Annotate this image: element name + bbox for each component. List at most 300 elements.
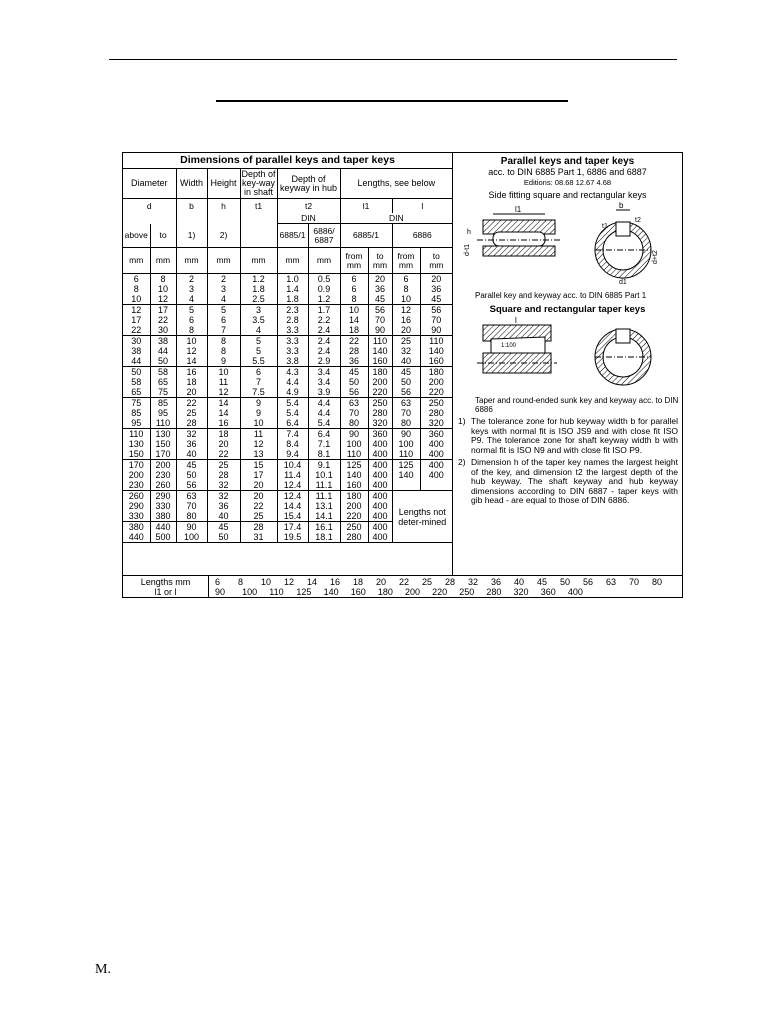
table-cell [277, 367, 308, 398]
length-value: 200 [404, 587, 421, 597]
lengths-values-1 [215, 577, 675, 587]
cell-value: 85 [157, 398, 168, 408]
cell-value: 125 [398, 460, 414, 470]
cell-value: 6 [403, 274, 409, 284]
cell-value: 13 [253, 449, 264, 459]
sub-t1-blank [240, 224, 277, 248]
table-cell [368, 460, 392, 491]
cell-value: 95 [131, 418, 142, 428]
table-cell [420, 429, 452, 460]
cell-value: 8 [133, 284, 139, 294]
cell-value: 36 [348, 356, 359, 366]
table-body [123, 274, 452, 543]
cell-value: 8.1 [317, 449, 331, 459]
sub-to [368, 248, 392, 274]
header-lengths: Lengths, see below [340, 169, 452, 199]
cell-value: 5.4 [286, 398, 299, 408]
cell-value: 4 [220, 294, 226, 304]
cell-value: 11.1 [315, 491, 333, 501]
cell-value: 36 [218, 501, 229, 511]
cell-value: 7.1 [317, 439, 331, 449]
sub-to [420, 248, 452, 274]
cell-value [421, 480, 453, 490]
cell-value: 6 [188, 315, 194, 325]
cell-value: 400 [372, 491, 388, 501]
cell-value: 18.1 [315, 532, 333, 542]
cell-value: 400 [372, 470, 388, 480]
length-value: 40 [514, 577, 525, 587]
table-cell [207, 429, 240, 460]
top-rule [109, 59, 677, 60]
footnote-1-number: 1) [458, 416, 466, 426]
cell-value: 330 [128, 511, 144, 521]
cell-value: 2.9 [317, 356, 331, 366]
cell-value: 400 [372, 522, 388, 532]
table-cell [176, 398, 207, 429]
dimensions-table-panel [123, 153, 453, 575]
lengths-label [123, 576, 209, 598]
table-row [123, 274, 452, 305]
cell-value: 40 [218, 511, 229, 521]
table-row [123, 398, 452, 429]
footnote-1 [453, 417, 682, 455]
cell-value: 10 [218, 367, 229, 377]
cell-value: 5.4 [286, 408, 299, 418]
cell-value: 2.2 [317, 315, 331, 325]
table-cell [240, 491, 277, 522]
table-cell [277, 522, 308, 543]
sub-din-6886-6887: 6886/ 6887 [308, 224, 340, 248]
symbol-l: l [392, 199, 452, 213]
cell-value: 230 [128, 480, 144, 490]
cell-value: 56 [400, 387, 411, 397]
length-value: 22 [399, 577, 410, 587]
table-cell [420, 367, 452, 398]
cell-value: 3 [220, 284, 226, 294]
table-cell [308, 429, 340, 460]
cell-value: 1.8 [286, 294, 299, 304]
table-title: Dimensions of parallel keys and taper keys [123, 153, 452, 169]
cell-value: 14 [218, 398, 229, 408]
unit: mm [308, 248, 340, 274]
table-cell [207, 305, 240, 336]
cell-value: 0.5 [317, 274, 331, 284]
cell-value: 150 [155, 439, 171, 449]
dim-b: b [619, 201, 624, 210]
table-cell [150, 367, 176, 398]
table-cell [176, 460, 207, 491]
cell-value: 400 [372, 449, 388, 459]
table-cell [277, 305, 308, 336]
cell-value: 170 [155, 449, 171, 459]
cell-value: 200 [346, 501, 362, 511]
footnote-2-text: Dimension h of the taper key names the largest height of the key, and dimension t2 the largest depth of the hub keyway. The shaft keyway and hub keyway dimensions according to DIN 6887 - taper keys with gib head - are equal to those of DIN 6886. [471, 457, 678, 505]
cell-value: 110 [129, 429, 144, 439]
cell-value: 12 [186, 346, 197, 356]
table-cell [176, 429, 207, 460]
cell-value: 330 [155, 501, 171, 511]
cell-value: 12.4 [283, 480, 302, 490]
table-cell [308, 491, 340, 522]
length-value: 360 [540, 587, 556, 597]
cell-value: 440 [155, 522, 171, 532]
cell-value: 30 [131, 336, 142, 346]
cell-value: 75 [131, 398, 142, 408]
table-row [123, 460, 452, 491]
table-cell [207, 274, 240, 305]
cell-value: 7.5 [252, 387, 265, 397]
cell-value: 90 [431, 325, 442, 335]
cell-value: 110 [372, 336, 388, 346]
table-cell [207, 336, 240, 367]
cell-value: 16 [186, 367, 197, 377]
cell-value: 200 [128, 470, 144, 480]
cell-value: 63 [186, 491, 197, 501]
symbol-l1: l1 [340, 199, 392, 213]
footnote-2-ref: 2) [207, 224, 240, 248]
sub-l-din-6886: 6886 [392, 224, 452, 248]
cell-value: 8 [403, 284, 409, 294]
table-cell [150, 460, 176, 491]
cell-value: 400 [428, 449, 444, 459]
cell-value: 5 [188, 305, 194, 315]
cell-value: 6 [220, 315, 226, 325]
table-row [123, 367, 452, 398]
length-value: 320 [513, 587, 529, 597]
symbol-t2: t2 [277, 199, 340, 213]
cell-value: 12 [253, 439, 264, 449]
lengths-label-symbol: l1 or l [154, 587, 177, 597]
from-label: from [397, 251, 415, 261]
cell-value: 160 [346, 480, 362, 490]
table-cell [240, 305, 277, 336]
cell-value: 110 [155, 418, 171, 428]
length-value: 6 [215, 577, 221, 587]
cell-value: 8 [220, 336, 226, 346]
length-value: 28 [445, 577, 456, 587]
din-label-hub: DIN [277, 213, 340, 224]
table-cell [368, 429, 392, 460]
cell-value: 1.2 [317, 294, 331, 304]
cell-value: 7 [255, 377, 261, 387]
table-cell [340, 336, 368, 367]
cell-value: 7.4 [286, 429, 299, 439]
cell-value: 5 [220, 305, 226, 315]
length-value: 160 [350, 587, 366, 597]
cell-value: 20 [374, 274, 385, 284]
cell-value: 40 [186, 449, 197, 459]
cell-value: 280 [372, 408, 388, 418]
cell-value: 45 [218, 522, 229, 532]
table-cell [240, 460, 277, 491]
cell-value: 4.3 [286, 367, 299, 377]
unit: mm [240, 248, 277, 274]
cell-value: 1.0 [286, 274, 299, 284]
cell-value: 85 [131, 408, 142, 418]
unit: mm [123, 248, 150, 274]
cell-value: 17 [131, 315, 142, 325]
table-cell [150, 522, 176, 543]
unit: mm [398, 259, 414, 270]
length-value: 25 [422, 577, 433, 587]
table-cell [176, 336, 207, 367]
table-cell [420, 460, 452, 491]
cell-value: 140 [428, 346, 444, 356]
length-value: 56 [583, 577, 594, 587]
cell-value: 28 [186, 418, 197, 428]
cell-value: 63 [348, 398, 359, 408]
cell-value: 150 [128, 449, 144, 459]
cell-value: 8 [160, 274, 166, 284]
table-cell [308, 398, 340, 429]
length-value: 32 [468, 577, 479, 587]
cell-value: 400 [428, 470, 444, 480]
cell-value: 7 [220, 325, 226, 335]
cell-value: 80 [186, 511, 197, 521]
unit: mm [176, 248, 207, 274]
cell-value: 18 [348, 325, 359, 335]
cell-value: 32 [218, 491, 229, 501]
cell-value: 6.4 [286, 418, 299, 428]
dim-d-t2: d+t2 [652, 250, 659, 264]
table-cell [240, 429, 277, 460]
table-cell [123, 398, 150, 429]
length-value: 125 [296, 587, 312, 597]
length-value: 10 [261, 577, 272, 587]
cell-value: 22 [348, 336, 359, 346]
cell-value: 50 [131, 367, 142, 377]
length-value: 140 [323, 587, 339, 597]
cell-value: 1.4 [286, 284, 299, 294]
unit: mm [207, 248, 240, 274]
table-cell [240, 522, 277, 543]
cell-value: 11.4 [284, 470, 301, 480]
table-cell [176, 367, 207, 398]
cell-value: 16.1 [315, 522, 333, 532]
editions: Editions: 08.68 12.67 4.68 [523, 178, 612, 187]
cell-value: 50 [157, 356, 168, 366]
cell-value: 14.1 [315, 511, 333, 521]
cell-value: 220 [346, 511, 362, 521]
unit: mm [429, 259, 444, 270]
table-cell [340, 460, 368, 491]
table-cell [308, 305, 340, 336]
length-value: 16 [330, 577, 341, 587]
cell-value: 14 [218, 408, 229, 418]
table-cell [123, 274, 150, 305]
cell-value: 360 [428, 429, 444, 439]
cell-value: 180 [372, 367, 388, 377]
table-cell [340, 367, 368, 398]
cell-value: 22 [253, 501, 264, 511]
table-cell [308, 367, 340, 398]
slope-label: 1:100 [501, 343, 517, 349]
cell-value: 5.4 [317, 418, 331, 428]
table-cell [123, 367, 150, 398]
length-value: 280 [486, 587, 502, 597]
table-cell [176, 274, 207, 305]
cell-value: 45 [374, 294, 385, 304]
length-value: 50 [560, 577, 571, 587]
cell-value: 8 [220, 346, 226, 356]
cell-value: 70 [374, 315, 385, 325]
sub-din-6885-1: 6885/1 [277, 224, 308, 248]
symbol-d-spacer [123, 213, 176, 224]
cell-value: 3.8 [286, 356, 299, 366]
cell-value: 28 [348, 346, 359, 356]
cell-value: 290 [128, 501, 144, 511]
table-cell [277, 398, 308, 429]
cell-value: 320 [372, 418, 388, 428]
title-rule [216, 100, 568, 102]
cell-value: 6 [351, 274, 357, 284]
cell-value: 130 [155, 429, 171, 439]
cell-value: 12.4 [283, 491, 302, 501]
cell-value: 6.4 [317, 429, 331, 439]
unit: mm [150, 248, 176, 274]
cell-value: 160 [372, 356, 388, 366]
to-label: to [432, 251, 440, 261]
cell-value: 15 [253, 460, 264, 470]
cell-value: 130 [128, 439, 144, 449]
table-cell [123, 522, 150, 543]
from-label: from [345, 251, 363, 261]
parallel-key-diagram [453, 200, 682, 286]
cell-value: 230 [155, 470, 171, 480]
cell-value: 320 [428, 418, 444, 428]
cell-value: 10.1 [315, 470, 333, 480]
dim-t2: t2 [635, 217, 641, 224]
cell-value: 20 [218, 439, 229, 449]
table-cell [207, 398, 240, 429]
din-label-lengths: DIN [340, 213, 452, 224]
cell-value: 56 [431, 305, 442, 315]
cell-value: 70 [431, 315, 442, 325]
cell-value: 3 [255, 305, 261, 315]
table-cell [150, 398, 176, 429]
cell-value: 260 [155, 480, 171, 490]
table-cell [123, 305, 150, 336]
sub-from [340, 248, 368, 274]
cell-value: 50 [348, 377, 359, 387]
symbol-d: d [123, 199, 176, 213]
cell-value: 75 [157, 387, 168, 397]
lengths-row [123, 575, 682, 598]
cell-value: 36 [186, 439, 197, 449]
table-cell [207, 367, 240, 398]
cell-value: 2 [188, 274, 194, 284]
cell-value: 10 [186, 336, 197, 346]
cell-value: 100 [346, 439, 362, 449]
cell-value: 2.5 [252, 294, 265, 304]
table-cell [176, 522, 207, 543]
cell-value: 170 [128, 460, 144, 470]
cell-value: 3.3 [286, 346, 299, 356]
cell-value: 28 [253, 522, 264, 532]
heading-side-fitting: Side fitting square and rectangular keys [488, 190, 647, 200]
cell-value: 500 [155, 532, 171, 542]
table-cell [340, 429, 368, 460]
sub-l1-din-6885-1: 6885/1 [340, 224, 392, 248]
cell-value: 50 [218, 532, 229, 542]
table-cell [150, 305, 176, 336]
cell-value: 11 [253, 429, 264, 439]
cell-value: 16 [218, 418, 229, 428]
cell-value: 2.4 [317, 325, 331, 335]
cell-value: 14.4 [283, 501, 302, 511]
length-value: 45 [537, 577, 548, 587]
cell-value: 200 [155, 460, 171, 470]
cell-value: 12 [157, 294, 168, 304]
table-cell [123, 491, 150, 522]
table-cell [392, 274, 420, 305]
dim-d1: d1 [619, 279, 627, 286]
cell-value: 36 [374, 284, 385, 294]
length-value: 180 [377, 587, 393, 597]
cell-value: 400 [372, 480, 388, 490]
cell-value: 45 [348, 367, 359, 377]
length-value: 12 [284, 577, 295, 587]
footnote-2-number: 2) [458, 457, 466, 467]
cell-value: 32 [186, 429, 197, 439]
footer-initial: M. [95, 962, 111, 977]
length-value: 100 [242, 587, 258, 597]
cell-value: 12 [131, 305, 142, 315]
cell-value: 38 [131, 346, 142, 356]
cell-value: 10 [400, 294, 411, 304]
cell-value: 50 [186, 470, 197, 480]
cell-value: 200 [372, 377, 388, 387]
table-cell [368, 336, 392, 367]
cell-value: 20 [431, 274, 442, 284]
length-value: 8 [238, 577, 244, 587]
cell-value: 15.4 [283, 511, 302, 521]
cell-value: 3.9 [317, 387, 331, 397]
cell-value: 200 [428, 377, 444, 387]
cell-value: 290 [155, 491, 171, 501]
cell-value: 90 [400, 429, 411, 439]
header-height: Height [207, 169, 240, 199]
length-value: 18 [353, 577, 364, 587]
cell-value: 400 [372, 511, 388, 521]
caption-taper-key: Taper and round-ended sunk key and keyway acc. to DIN 6886 [475, 396, 679, 414]
cell-value: 100 [398, 439, 414, 449]
cell-value: 38 [157, 336, 168, 346]
table-cell [150, 491, 176, 522]
length-value: 20 [376, 577, 387, 587]
lengths-values-2 [215, 587, 595, 597]
cell-value: 80 [348, 418, 359, 428]
cell-value: 140 [398, 470, 414, 480]
cell-value: 0.9 [317, 284, 331, 294]
cell-value: 44 [157, 346, 168, 356]
table-cell [150, 274, 176, 305]
table-cell [340, 274, 368, 305]
header-depth-hub: Depth of keyway in hub [277, 169, 340, 199]
symbol-b: b [176, 199, 207, 213]
cell-value: 10 [253, 418, 264, 428]
cell-value: 380 [128, 522, 144, 532]
cell-value: 4 [255, 325, 261, 335]
cell-value: 400 [372, 439, 388, 449]
cell-value: 110 [346, 449, 362, 459]
cell-value: 4.4 [286, 377, 299, 387]
cell-value: 17 [157, 305, 168, 315]
footnote-1-text: The tolerance zone for hub keyway width b for parallel keys with normal fit is ISO JS9 and with close fit ISO P9. The tolerance zone for shaft keyway width b with normal fit is ISO N9 and with close fit ISO P9. [471, 416, 678, 455]
cell-value: 90 [186, 522, 197, 532]
cell-value: 2.3 [286, 305, 299, 315]
table-cell [420, 398, 452, 429]
